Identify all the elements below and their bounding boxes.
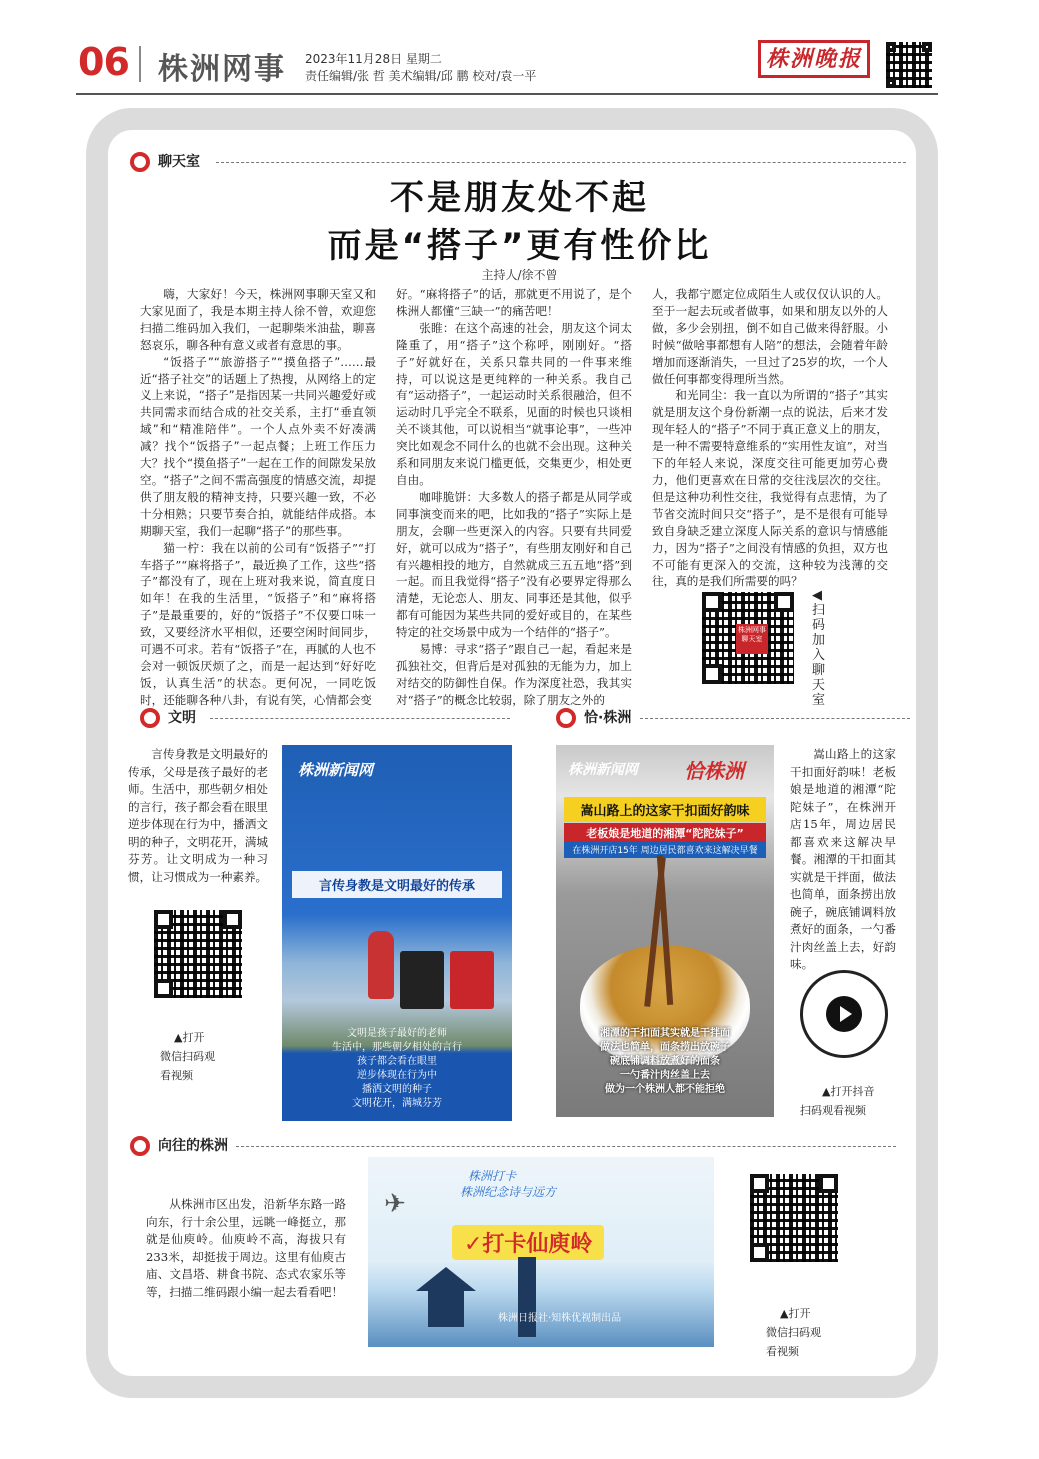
noodle-video-thumbnail [556,745,774,1117]
paragraph: 猫一柠：我在以前的公司有“饭搭子”“打车搭子”“麻将搭子”，最近换了工作，这些“搭子”都没有了，现在上班对我来说，简直度日如年！在我的生活里，“饭搭子”和“麻将搭子”是最重要的，好的“饭搭子”不仅要口味一致，又要经济水平相似，还要空闲时间同步，可遇不可求。若有“饭搭子”在，再腻的人也不会对一顿饭厌烦了之，而是一起达到“好好吃饭，认真生活”的状态。更何况，一同吃饭时，还能聊各种八卦，有说有笑，心情都会变 [140,540,376,707]
qia-tag: 恰·株洲 [556,706,631,730]
xiangwang-tag-rule [236,1146,896,1148]
chat-qr-caption: ◀扫码加入聊天室 [812,588,826,708]
chat-qr-badge: 株洲网事聊天室 [736,624,768,654]
paragraph: 人，我都宁愿定位成陌生人或仅仅认识的人。至于一起去玩或者做事，如果和朋友以外的人做，多少会别扭，倒不如自己做来得舒服。小时候“做啥事都想有人陪”的想法，会随着年龄增加而逐渐消失，一旦过了25岁的坎，一个人做任何事都变得理所当然。 [652,287,888,386]
image-subheadline-2: 在株洲开店15年 周边居民都喜欢来这解决早餐 [564,841,766,858]
xiangwang-tag: 向往的株洲 [130,1134,228,1158]
image-brand-secondary: 恰株洲 [684,759,744,783]
paragraph: 张睢：在这个高速的社会，朋友这个词太隆重了，用“搭子”这个称呼，刚刚好。“搭子”好就好在，关系只靠共同的一件事来维持，可以说这是更纯粹的一种关系。我自己有“运动搭子”，一起运动时关系很融洽，但不运动时几乎完全不联系，见面的时候也只谈相关不谈其他，可以说相当“就事论事”，一些冲突比如观念不同什么的也就不会出现。这种关系和同朋友来说门槛更低，交集更少，相处更自由。 [396,320,632,487]
chat-tag-rule [216,162,906,164]
image-credit: 株洲日报社·知株优视制出品 [498,1313,622,1324]
civil-qr-code[interactable] [150,906,246,1002]
xiangwang-text: 从株洲市区出发，沿新华东路一路向东，行十余公里，远眺一峰挺立，那就是仙庾岭。仙庾岭不高，海拔只有233米，却挺拔于周边。这里有仙庾古庙、文昌塔、耕食书院、态式农家乐等等，扫描二维码跟小编一起去看看吧！ [146,1197,346,1299]
play-icon [826,996,862,1032]
tag-dot-icon [130,152,150,172]
image-overlay-text: 文明是孩子最好的老师 生活中，那些朝夕相处的言行 孩子都会看在眼里 逆步体现在行为中 播洒文明的种子 文明花开，满城芬芳 [332,1028,462,1109]
pagoda-icon [416,1267,476,1327]
paragraph: 咖啡脆饼：大多数人的搭子都是从同学或同事演变而来的吧，比如我的“搭子”实际上是朋友，会聊一些更深入的内容。只要有共同爱好，就可以成为“搭子”，有些朋友刚好和自己有兴趣相投的地方，自然就成三五五地“搭”到一起。而且我觉得“搭子”没有必要界定得那么清楚，无论恋人、朋友、同事还是其他，似乎都有可能因为某些共同的爱好或目的，在某些特定的社交场景中成为一个结伴的“搭子”。 [396,489,632,640]
article-column-1 [140,286,376,709]
image-subtitle: 株洲纪念诗与远方 [460,1185,557,1199]
header-divider [139,46,141,82]
newspaper-logo: 株洲晚报 [758,40,870,78]
page-number: 06 [78,40,129,84]
paragraph: 嗨，大家好！今天，株洲网事聊天室又和大家见面了，我是本期主持人徐不曾，欢迎您扫描二维码加入我们，一起聊柴米油盐，聊喜怒哀乐，聊各种有意义或者有意思的事。 [140,287,376,352]
civil-caption: ▲打开 微信扫码观 看视频 [160,1031,215,1082]
article-host: 主持人/徐不曾 [481,268,558,282]
image-headline: 言传身教是文明最好的传承 [292,871,502,898]
qia-text: 嵩山路上的这家干扣面好韵味！老板娘是地道的湘潭“陀陀妹子”，在株洲开店15年，周边居民都喜欢来这解决早餐。湘潭的干扣面其实就是干拌面，做法也简单，面条捞出放碗子，碗底铺调料放煮好的面条，一勺番汁肉丝盖上去，好韵味。 [790,747,896,971]
header-qr-code[interactable] [882,38,936,92]
image-badge: ✓打卡仙庾岭 [452,1225,604,1260]
image-headline: 嵩山路上的这家干扣面好韵味 [564,797,766,822]
article-title-line1: 不是朋友处不起 [390,178,649,218]
tag-dot-icon [556,708,576,728]
editors-credit: 责任编辑/张 哲 美术编辑/邱 鹏 校对/袁一平 [305,69,537,83]
paragraph: 好。“麻将搭子”的话，那就更不用说了，是个株洲人都懂“三缺一”的痛苦吧！ [396,287,632,318]
paragraph: 易博：寻求“搭子”跟自己一起，看起来是孤独社交，但背后是对孤独的无能为力，加上对结交的防御性自保。作为深度社恐，我其实对“搭子”的概念比较弱，除了朋友之外的 [396,642,632,707]
article-title-line2: 而是“搭子”更有性价比 [327,226,712,266]
paragraph: 和光同尘：我一直以为所谓的“搭子”其实就是朋友这个身份新潮一点的说法，后来才发现年轻人的“搭子”不同于真正意义上的朋友，是一种不需要特意维系的“实用性友谊”，对当下的年轻人来说，深度交往可能更加劳心费力，他们更喜欢在日常的交往浅层次的交往。但是这种功利性交往，我觉得有点悲情，为了节省交流时间只交“搭子”，是不是很有可能导致自身缺乏建立深度人际关系的意识与情感能力，因为“搭子”之间没有情感的负担，双方也不可能有更深入的交流，这种较为浅薄的交往，真的是我们所需要的吗？ [652,388,888,589]
trash-bin-black [400,951,444,1009]
douyin-qr-code[interactable] [800,970,888,1058]
image-title: 株洲打卡 [468,1169,517,1183]
civil-tag: 文明 [140,706,196,730]
image-brand: 株洲新闻网 [568,762,638,778]
xiangwang-qr-code[interactable] [746,1170,842,1266]
girl-figure [368,931,394,999]
article-column-2 [396,286,632,709]
qia-caption: ▲打开抖音 扫码观看视频 [800,1085,875,1117]
civil-text: 言传身教是文明最好的传承，父母是孩子最好的老师。生活中，那些朝夕相处的言行，孩子都会看在眼里逆步体现在行为中，播洒文明的种子，文明花开，满城芬芳。让文明成为一种习惯，让习惯成为一种素养。 [128,747,268,884]
civil-video-thumbnail [282,745,512,1121]
image-subheadline: 老板娘是地道的湘潭“陀陀妹子” [564,823,766,843]
tag-dot-icon [130,1136,150,1156]
airplane-icon: ✈ [384,1189,406,1219]
tag-dot-icon [140,708,160,728]
xiangwang-caption: ▲打开 微信扫码观 看视频 [766,1307,821,1358]
image-brand: 株洲新闻网 [298,761,374,779]
section-title: 株洲网事 [158,52,286,87]
paragraph: “饭搭子”“旅游搭子”“摸鱼搭子”……最近“搭子社交”的话题上了热搜，从网络上的定义上来说，“搭子”是指因某一共同兴趣爱好或共同需求而结合成的社交关系，主打“垂直领域”和“精准陪伴”。一个人点外卖不好凑满减？找个“饭搭子”一起点餐；上班工作压力大？找个“摸鱼搭子”一起在工作的间隙发呆放空。“搭子”之间不需高强度的情感交流，却提供了朋友般的精神支持，只要兴趣一致，不必十分相熟；只要节奏合拍，就能结伴成搭。本期聊天室，我们一起聊“搭子”的那些事。 [140,354,376,538]
trash-bin-red [450,951,494,1009]
tower-icon [518,1257,536,1337]
issue-date: 2023年11月28日 星期二 [305,52,442,66]
image-subtitle: 湘潭的干扣面其实就是干拌面 做法也简单，面条捞出放碗子 碗底铺调料放煮好的面条 一勺番汁肉丝盖上去 做为一个株洲人都不能拒绝 [600,1028,730,1095]
header-rule [76,93,938,95]
chat-tag: 聊天室 [130,150,200,174]
article-column-3 [652,286,888,590]
xianyuling-banner [368,1157,714,1347]
civil-tag-rule [210,718,510,720]
qia-tag-rule [640,718,910,720]
